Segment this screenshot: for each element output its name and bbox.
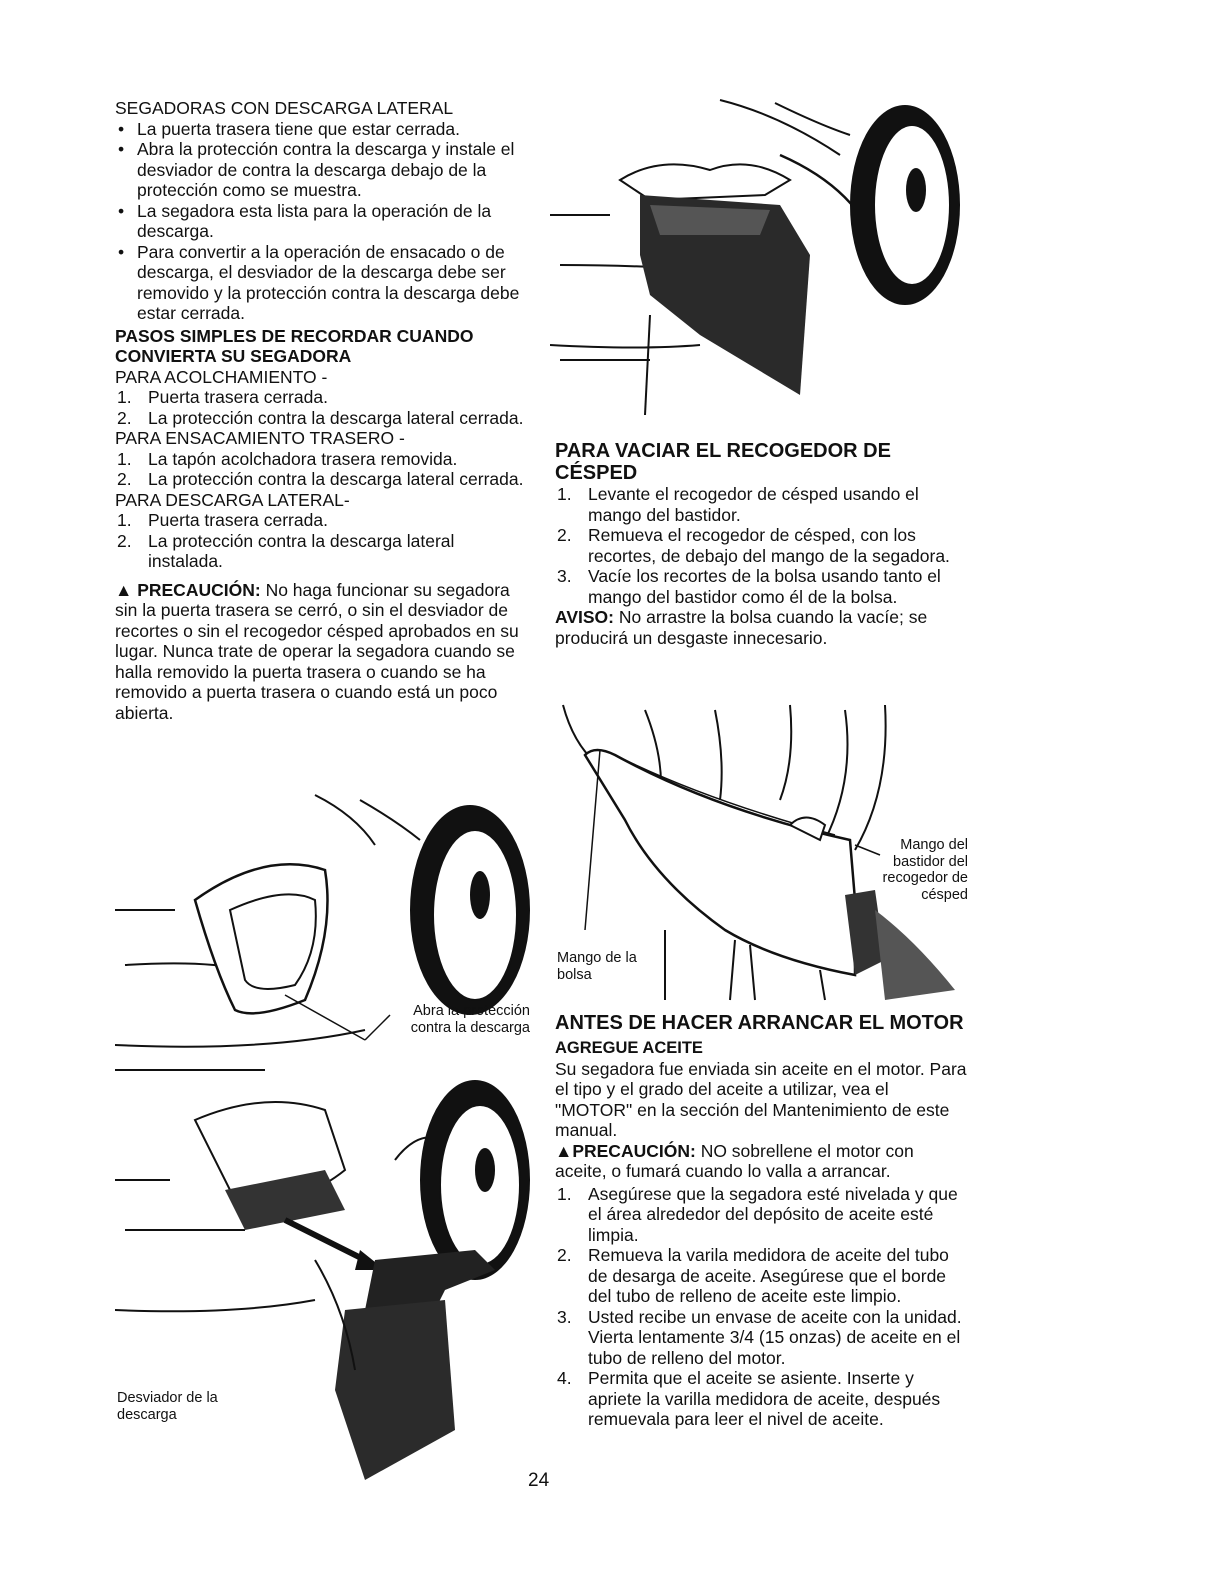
list-item: 1. Puerta trasera cerrada. [117,510,328,530]
list-item: 2. Remueva la varila medidora de aceite del tubo de desarga de aceite. Asegúrese que el borde del tubo de relleno de aceite este limpio. [557,1245,949,1306]
list-item: 2. La protección contra la descarga lateral cerrada. [117,407,524,428]
rear-bag-label: PARA ENSACAMIENTO TRASERO - [115,428,405,448]
oil-caution-paragraph [555,1141,970,1182]
list-item: 2. Remueva el recogedor de césped, con los recortes, de debajo del mango de la segadora. [557,525,950,566]
list-item: 1. Puerta trasera cerrada. [117,387,328,407]
list-item: 1. Asegúrese que la segadora esté nivelada y que el área alrededor del depósito de aceite esté limpia. [557,1183,958,1245]
caution-paragraph [115,580,525,724]
side-steps [115,510,525,572]
steps-heading: PASOS SIMPLES DE RECORDAR CUANDO CONVIERTA SU SEGADORA [115,325,474,366]
left-column [115,98,525,723]
notice-label: AVISO: [555,607,614,627]
deflector-label: Desviador de la descarga [117,1390,218,1423]
oil-text: Su segadora fue enviada sin aceite en el motor. Para el tipo y el grado del aceite a utilizar, vea el "MOTOR" en la sección del Mantenimiento de este manual. [555,1058,967,1140]
oil-caution-label: PRECAUCIÓN: [572,1140,696,1161]
empty-catcher-heading: PARA VACIAR EL RECOGEDOR DE CÉSPED [555,440,891,484]
warning-icon: ▲ [555,1140,573,1161]
list-item: • Para convertir a la operación de ensacado o de descarga, el desviador de la descarga debe ser removido y la protección contra la descarga debe estar cerrada. [115,242,525,324]
notice-text: No arrastre la bolsa cuando la vacíe; se producirá un desgaste innecesario. [555,607,928,648]
list-item: 1. La tapón acolchadora trasera removida. [117,448,458,469]
notice-paragraph [555,607,970,648]
side-discharge-title: SEGADORAS CON DESCARGA LATERAL [115,98,454,118]
oil-steps [555,1184,970,1430]
right-column-lower [555,1012,970,1430]
rear-bag-steps [115,449,525,490]
before-start-heading: ANTES DE HACER ARRANCAR EL MOTOR [555,1012,964,1034]
mulching-steps [115,387,525,428]
list-item: 3. Vacíe los recortes de la bolsa usando tanto el mango del bastidor como él de la bolsa. [557,566,941,607]
mower-side-discharge-illustration [550,95,970,425]
warning-icon: ▲ [115,579,133,600]
list-item: 1. Levante el recogedor de césped usando el mango del bastidor. [557,484,919,525]
right-column [555,440,970,648]
page-number: 24 [528,1470,550,1491]
list-item: 2. La protección contra la descarga lateral cerrada. [117,469,524,489]
empty-catcher-steps [555,484,970,607]
bag-handle-label: Mango de la bolsa [557,950,637,983]
list-item: • La puerta trasera tiene que estar cerrada. [115,119,525,140]
side-label: PARA DESCARGA LATERAL- [115,489,350,510]
frame-handle-label: Mango del bastidor del recogedor de césped [882,837,968,903]
list-item: • La segadora esta lista para la operación de la descarga. [115,201,525,242]
list-item: 3. Usted recibe un envase de aceite con la unidad. Vierta lentamente 3/4 (15 onzas) de aceite en el tubo de relleno del motor. [557,1306,962,1368]
side-discharge-bullets [115,119,525,324]
open-chute-label: Abra la protección contra la descarga [410,1003,530,1036]
mulching-label: PARA ACOLCHAMIENTO - [115,366,328,387]
list-item: 2. La protección contra la descarga lateral instalada. [117,530,455,571]
list-item: • Abra la protección contra la descarga y instale el desviador de contra la descarga debajo de la protección como se muestra. [115,139,525,201]
caution-label: PRECAUCIÓN: [137,579,261,600]
oil-caution-text: NO sobrellene el motor con aceite, o fumará cuando lo valla a arrancar. [555,1140,914,1181]
caution-text: No haga funcionar su segadora sin la puerta trasera se cerró, o sin el desviador de recortes o sin el recogedor césped aprobados en su lugar. Nunca trate de operar la segadora cuando se halla removido la puerta trasera o cuando se ha removido a puerta trasera o cuando está un poco abierta. [115,579,519,723]
add-oil-heading: AGREGUE ACEITE [555,1039,703,1057]
list-item: 4. Permita que el aceite se asiente. Inserte y apriete la varilla medidora de aceite, después remuevala para leer el nivel de aceite. [557,1368,941,1429]
open-discharge-chute-illustration [115,790,530,1480]
